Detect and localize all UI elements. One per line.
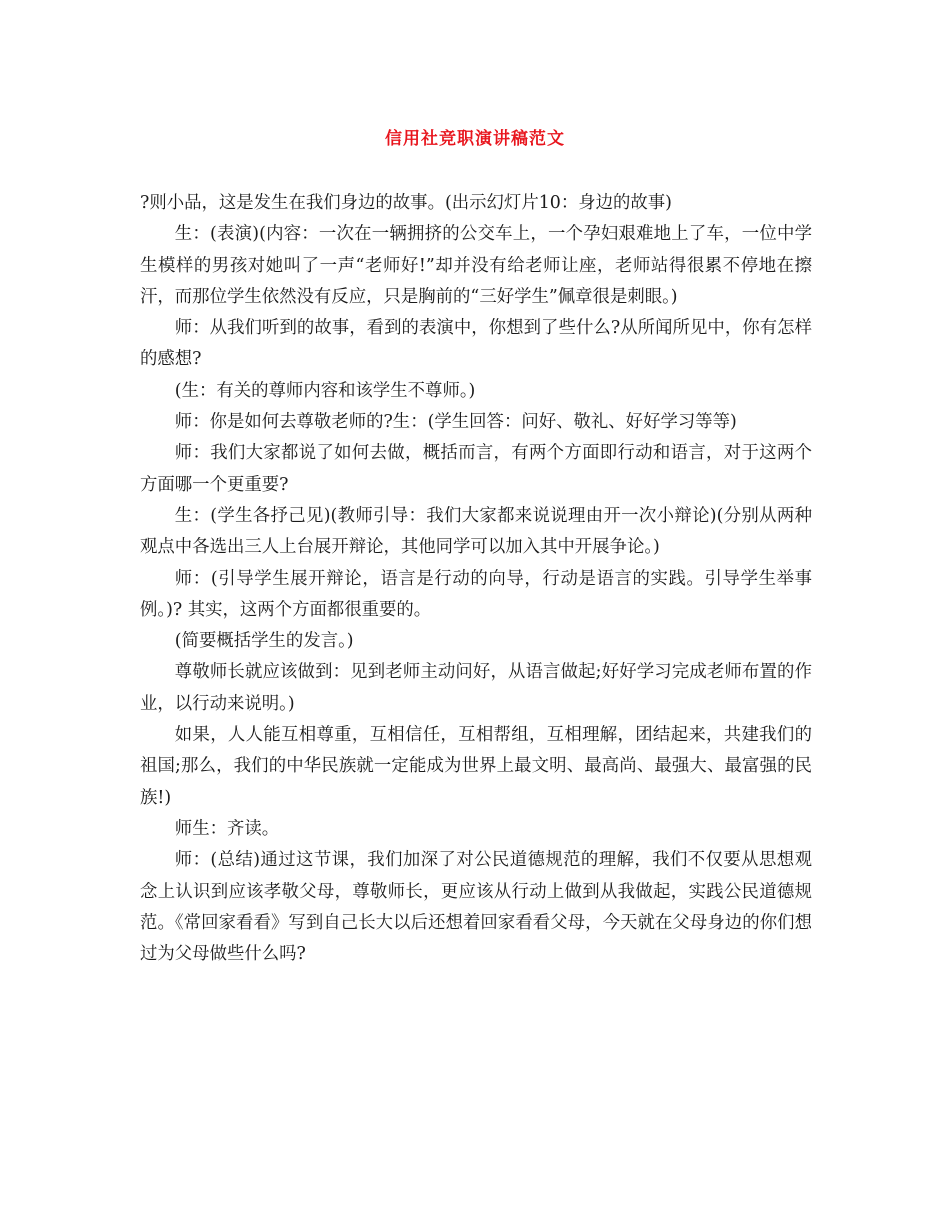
paragraph-8: 师：(引导学生展开辩论，语言是行动的向导，行动是语言的实践。引导学生举事例。)? 其实，这两个方面都很重要的。 <box>140 568 812 620</box>
paragraph-4: (生：有关的尊师内容和该学生不尊师。) <box>174 380 476 401</box>
paragraph-5: 师：你是如何去尊敬老师的?生：(学生回答：问好、敬礼、好好学习等等) <box>174 412 737 433</box>
document-title: 信用社竞职演讲稿范文 <box>385 129 565 149</box>
paragraph-10: 尊敬师长就应该做到：见到老师主动问好，从语言做起;好好学习完成老师布置的作业，以行动来说明。) <box>140 662 812 714</box>
paragraph-1: ?则小品，这是发生在我们身边的故事。(出示幻灯片10：身边的故事) <box>140 193 672 213</box>
paragraph-11: 如果，人人能互相尊重，互相信任，互相帮组，互相理解，团结起来，共建我们的祖国;那么，我们的中华民族就一定能成为世界上最文明、最高尚、最强大、最富强的民族!) <box>140 725 812 808</box>
paragraph-7: 生：(学生各抒己见)(教师引导：我们大家都来说说理由开一次小辩论)(分别从两种观点中各选出三人上台展开辩论，其他同学可以加入其中开展争论。) <box>140 505 812 558</box>
paragraph-9: (简要概括学生的发言。) <box>174 631 354 652</box>
paragraph-6: 师：我们大家都说了如何去做，概括而言，有两个方面即行动和语言，对于这两个方面哪一个更重要? <box>140 443 812 495</box>
paragraph-13: 师：(总结)通过这节课，我们加深了对公民道德规范的理解，我们不仅要从思想观念上认识到应该孝敬父母，尊敬师长，更应该从行动上做到从我做起，实践公民道德规范。《常回家看看》写到自己长大以后还想着回家看看父母，今天就在父母身边的你们想过为父母做些什么吗? <box>140 850 812 965</box>
paragraph-2: 生：(表演)(内容：一次在一辆拥挤的公交车上，一个孕妇艰难地上了车，一位中学生模样的男孩对她叫了一声“老师好!”却并没有给老师让座，老师站得很累不停地在擦汗，而那位学生依然没有反应，只是胸前的“三好学生”佩章很是刺眼。) <box>140 224 812 307</box>
paragraph-12: 师生：齐读。 <box>174 818 280 839</box>
paragraph-3: 师：从我们听到的故事，看到的表演中，你想到了些什么?从所闻所见中，你有怎样的感想? <box>140 318 812 370</box>
document-body <box>140 188 812 970</box>
